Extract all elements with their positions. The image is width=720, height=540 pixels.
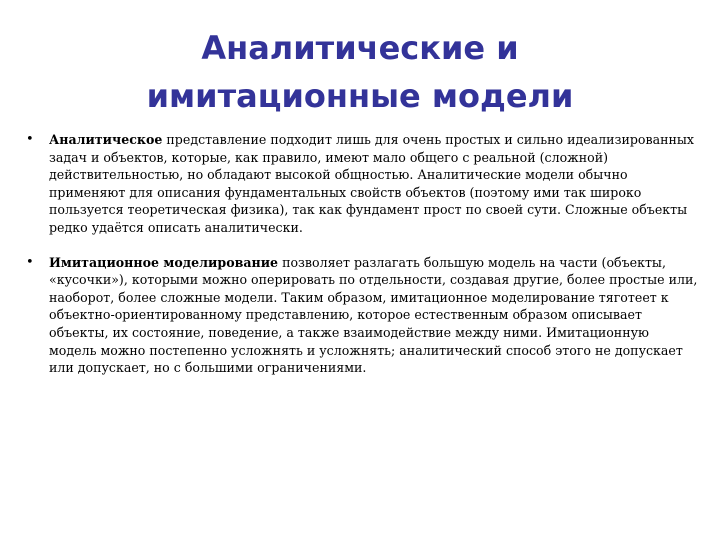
bullet-term-analytical: Аналитическое [49,132,163,147]
slide-title [40,24,680,120]
bullet-dot-icon: • [26,254,34,270]
bullet-analytical [24,131,700,237]
bullet-dot-icon: • [26,132,34,147]
slide-title-line-2: имитационные модели [146,77,574,115]
bullet-term-simulation: Имитационное моделирование [49,254,279,270]
bullet-list [24,131,700,377]
bullet-simulation [24,254,700,377]
bullet-text-analytical: представление подходит лишь для очень простых и сильно идеализированных задач и объектов, которые, как правило, имеют мало общего с реальной (сложной) действительностью, но обладают высокой общностью. Аналитические модели обычно применяют для описания фундаментальных свойств объектов (поэтому ими так широко пользуется теоретическая физика), так как фундамент прост по своей сути. Сложные объекты редко удаётся описать аналитически. [49,132,694,235]
slide-title-line-1: Аналитические и [201,29,519,67]
bullet-text-simulation: позволяет разлагать большую модель на части (объекты, «кусочки»), которыми можно оперировать по отдельности, создавая другие, более простые или, наоборот, более сложные модели. Таким образом, имитационное моделирование тяготеет к объектно-ориентированному представлению, которое естественным образом описывает объекты, их состояние, поведение, а также взаимодействие между ними. Имитационную модель можно постепенно усложнять и усложнять; аналитический способ этого не допускает или допускает, но с большими ограничениями. [49,254,698,376]
